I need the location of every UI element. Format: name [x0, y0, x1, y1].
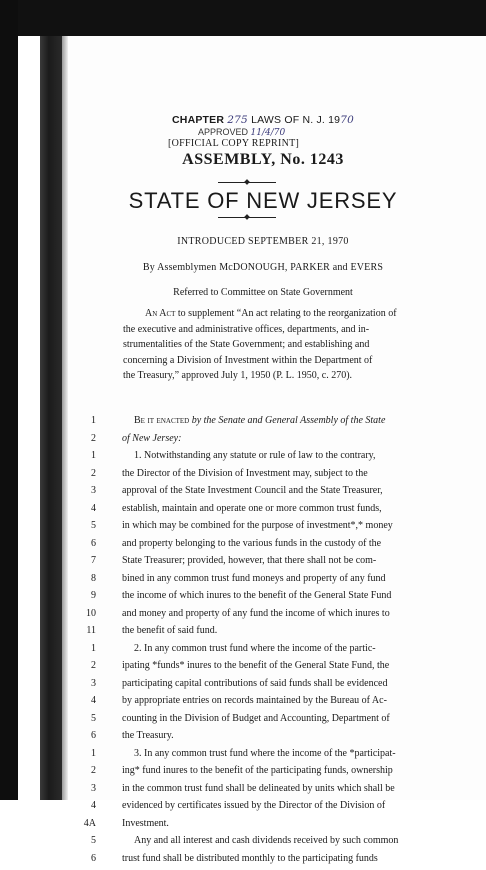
- line-number: 1: [82, 450, 96, 461]
- line-text: the Treasury.: [122, 730, 174, 741]
- line-text: in the common trust fund shall be delineated by units which shall be: [122, 783, 395, 794]
- bill-line: [82, 765, 482, 783]
- enacting-line: [82, 433, 482, 451]
- bill-line: [82, 468, 482, 486]
- line-number: 6: [82, 853, 96, 864]
- bill-line: [82, 503, 482, 521]
- line-text: ing* fund inures to the benefit of the participating funds, ownership: [122, 765, 393, 776]
- line-text: the benefit of said fund.: [122, 625, 217, 636]
- bill-line: [82, 748, 482, 766]
- official-copy-reprint: [OFFICIAL COPY REPRINT]: [168, 138, 299, 149]
- line-number: 7: [82, 555, 96, 566]
- bill-line: [82, 695, 482, 713]
- line-number: 4: [82, 800, 96, 811]
- bill-line: [82, 485, 482, 503]
- line-number: 10: [82, 608, 96, 619]
- chapter-number-handwritten: 275: [227, 114, 248, 126]
- bill-line: [82, 538, 482, 556]
- line-number: 2: [82, 433, 96, 444]
- line-number: 9: [82, 590, 96, 601]
- bill-line: [82, 450, 482, 468]
- act-title-line: An Act to supplement “An act relating to the reorganization of: [123, 306, 453, 322]
- line-text: and property belonging to the various funds in the custody of the: [122, 538, 381, 549]
- line-text: State Treasurer; provided, however, that there shall not be com-: [122, 555, 376, 566]
- line-number: 6: [82, 730, 96, 741]
- bill-line: [82, 678, 482, 696]
- line-text: 1. Notwithstanding any statute or rule of law to the contrary,: [134, 450, 376, 461]
- line-text: participating capital contributions of said funds shall be evidenced: [122, 678, 387, 689]
- line-number: 4A: [82, 818, 96, 829]
- scan-top-border: [0, 0, 486, 36]
- line-number: 5: [82, 835, 96, 846]
- line-number: 1: [82, 643, 96, 654]
- bill-line: [82, 660, 482, 678]
- line-number: 4: [82, 503, 96, 514]
- bill-body: [82, 415, 482, 870]
- act-title-line: strumentalities of the State Government; and establishing and: [123, 337, 453, 353]
- bill-line: [82, 520, 482, 538]
- line-number: 1: [82, 748, 96, 759]
- line-number: 3: [82, 678, 96, 689]
- line-text: trust fund shall be distributed monthly to the participating funds: [122, 853, 378, 864]
- line-number: 2: [82, 660, 96, 671]
- line-number: 3: [82, 783, 96, 794]
- line-text: by appropriate entries on records maintained by the Bureau of Ac-: [122, 695, 387, 706]
- bill-line: [82, 608, 482, 626]
- line-text: Be it enacted by the Senate and General Assembly of the State: [134, 415, 385, 426]
- bill-line: [82, 590, 482, 608]
- assembly-bill-number: ASSEMBLY, No. 1243: [0, 151, 486, 169]
- line-text: the Director of the Division of Investment may, subject to the: [122, 468, 368, 479]
- line-text: evidenced by certificates issued by the Director of the Division of: [122, 800, 385, 811]
- line-number: 4: [82, 695, 96, 706]
- line-number: 5: [82, 713, 96, 724]
- bill-line: [82, 643, 482, 661]
- bill-line: [82, 835, 482, 853]
- introduced-date: INTRODUCED SEPTEMBER 21, 1970: [0, 236, 486, 247]
- act-title-line: concerning a Division of Investment within the Department of: [123, 353, 453, 369]
- line-text: in which may be combined for the purpose of investment*,* money: [122, 520, 393, 531]
- bill-line: [82, 818, 482, 836]
- scan-left-border: [0, 0, 18, 800]
- bill-line: [82, 730, 482, 748]
- enacting-line: [82, 415, 482, 433]
- chapter-label: CHAPTER: [172, 114, 224, 126]
- line-number: 2: [82, 468, 96, 479]
- bill-line: [82, 853, 482, 870]
- act-prefix: An Act: [145, 308, 175, 319]
- line-text: 2. In any common trust fund where the income of the partic-: [134, 643, 376, 654]
- line-text: approval of the State Investment Council and the State Treasurer,: [122, 485, 383, 496]
- bill-line: [82, 625, 482, 643]
- line-number: 3: [82, 485, 96, 496]
- line-text: counting in the Division of Budget and Accounting, Department of: [122, 713, 390, 724]
- line-text: the income of which inures to the benefit of the General State Fund: [122, 590, 391, 601]
- line-text: Any and all interest and cash dividends received by such common: [134, 835, 398, 846]
- line-number: 11: [82, 625, 96, 636]
- line-number: 5: [82, 520, 96, 531]
- line-text: and money and property of any fund the income of which inures to: [122, 608, 390, 619]
- bill-line: [82, 555, 482, 573]
- line-text: of New Jersey:: [122, 433, 181, 444]
- approved-stamp: [198, 127, 285, 138]
- bill-line: [82, 783, 482, 801]
- sponsors-line: By Assemblymen McDONOUGH, PARKER and EVERS: [0, 262, 486, 273]
- line-text: 3. In any common trust fund where the income of the *participat-: [134, 748, 396, 759]
- line-text: Investment.: [122, 818, 169, 829]
- act-title-line: the Treasury,” approved July 1, 1950 (P. L. 1950, c. 270).: [123, 368, 453, 384]
- line-number: 2: [82, 765, 96, 776]
- line-text: ipating *funds* inures to the benefit of the General State Fund, the: [122, 660, 389, 671]
- approved-label: APPROVED: [198, 127, 248, 137]
- line-number: 1: [82, 415, 96, 426]
- committee-referral: Referred to Committee on State Government: [0, 287, 486, 298]
- bill-line: [82, 573, 482, 591]
- line-number: 6: [82, 538, 96, 549]
- chapter-stamp: [172, 114, 354, 126]
- laws-year-handwritten: 70: [340, 114, 354, 126]
- line-text: establish, maintain and operate one or more common trust funds,: [122, 503, 382, 514]
- act-title-paragraph: [123, 306, 453, 384]
- act-title-line: the executive and administrative offices, departments, and in-: [123, 322, 453, 338]
- state-title: STATE OF NEW JERSEY: [0, 188, 486, 214]
- laws-label: LAWS OF N. J. 19: [251, 114, 340, 126]
- line-text: bined in any common trust fund moneys and property of any fund: [122, 573, 386, 584]
- approved-date-handwritten: 11/4/70: [251, 128, 286, 138]
- bill-line: [82, 800, 482, 818]
- bill-line: [82, 713, 482, 731]
- line-number: 8: [82, 573, 96, 584]
